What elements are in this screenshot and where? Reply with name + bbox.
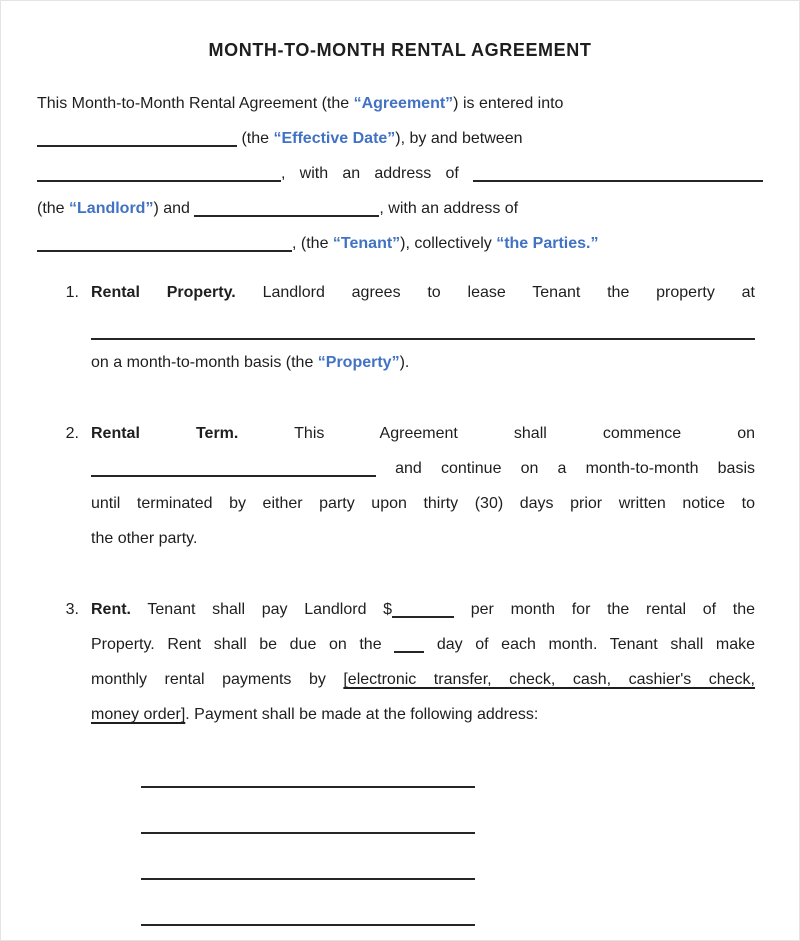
intro-line-5 bbox=[37, 226, 763, 261]
term-agreement: “Agreement” bbox=[353, 95, 454, 112]
body-text: ). bbox=[399, 354, 410, 371]
payment-address-block bbox=[141, 742, 475, 926]
item-body bbox=[91, 592, 755, 926]
blank-property-address bbox=[91, 310, 755, 340]
intro-text: ), collectively bbox=[400, 235, 497, 252]
term-tenant: “Tenant” bbox=[332, 235, 401, 252]
body-text: per month for the rental of the bbox=[454, 601, 755, 618]
intro-text: ) and bbox=[153, 200, 195, 217]
blank-landlord-name bbox=[37, 160, 281, 182]
body-text: Property. Rent shall be due on the bbox=[91, 636, 395, 653]
intro-text: , (the bbox=[292, 235, 333, 252]
intro-text: , with an address of bbox=[379, 200, 519, 217]
payment-address-line-1 bbox=[141, 742, 475, 788]
body-text: . Payment shall be made at the following address: bbox=[185, 706, 539, 723]
term-landlord: “Landlord” bbox=[69, 200, 154, 217]
body-text: monthly rental payments by bbox=[91, 671, 344, 688]
blank-tenant-address bbox=[37, 230, 292, 252]
intro-text: (the bbox=[237, 130, 274, 147]
rental-property-line-3 bbox=[91, 345, 755, 380]
term-the-parties: “the Parties.” bbox=[496, 235, 599, 252]
body-text: until terminated by either party upon thirty (30) days prior written notice to bbox=[91, 495, 755, 512]
body-text: the other party. bbox=[91, 530, 198, 547]
intro-line-1 bbox=[37, 86, 763, 121]
item-number: 2. bbox=[65, 425, 79, 442]
blank-rent-amount bbox=[392, 596, 454, 618]
rent-line-2 bbox=[91, 627, 755, 662]
item-body bbox=[91, 416, 755, 556]
body-text: This Agreement shall commence on bbox=[238, 425, 755, 442]
payment-address-line-4 bbox=[141, 880, 475, 926]
body-text: day of each month. Tenant shall make bbox=[424, 636, 756, 653]
blank-tenant-name bbox=[194, 195, 379, 217]
item-heading: Rent. bbox=[91, 601, 131, 618]
body-text: on a month-to-month basis (the bbox=[91, 354, 318, 371]
term-effective-date: “Effective Date” bbox=[273, 130, 396, 147]
intro-text: (the bbox=[37, 200, 70, 217]
rental-term-line-3 bbox=[91, 486, 755, 521]
rental-term-line-4 bbox=[91, 521, 755, 556]
intro-text: This Month-to-Month Rental Agreement (the bbox=[37, 95, 354, 112]
item-number: 3. bbox=[65, 601, 79, 618]
payment-address-line-3 bbox=[141, 834, 475, 880]
item-heading: Rental Term. bbox=[91, 425, 239, 442]
body-text: and continue on a month-to-month basis bbox=[376, 460, 755, 477]
rental-term-line-1 bbox=[91, 416, 755, 451]
rental-term-line-2 bbox=[91, 451, 755, 486]
rental-property-line-1 bbox=[91, 275, 755, 310]
item-heading: Rental Property. bbox=[91, 284, 236, 301]
payment-methods-text: [electronic transfer, check, cash, cashier's check, bbox=[343, 671, 756, 688]
intro-line-3 bbox=[37, 156, 763, 191]
list-item-rental-term bbox=[37, 416, 763, 556]
blank-commencement-date bbox=[91, 455, 376, 477]
intro-line-4 bbox=[37, 191, 763, 226]
intro-text: ) is entered into bbox=[453, 95, 564, 112]
item-number: 1. bbox=[65, 284, 79, 301]
item-body bbox=[91, 275, 755, 380]
blank-due-day bbox=[394, 631, 424, 653]
body-text: Landlord agrees to lease Tenant the property at bbox=[235, 284, 755, 301]
document-title: MONTH-TO-MONTH RENTAL AGREEMENT bbox=[208, 40, 592, 60]
blank-landlord-address bbox=[473, 160, 763, 182]
blank-effective-date bbox=[37, 125, 237, 147]
rent-line-4 bbox=[91, 697, 755, 732]
body-text: Tenant shall pay Landlord $ bbox=[131, 601, 393, 618]
intro-line-2 bbox=[37, 121, 763, 156]
payment-methods-text: money order] bbox=[91, 706, 186, 723]
payment-address-line-2 bbox=[141, 788, 475, 834]
rent-line-3 bbox=[91, 662, 755, 697]
intro-paragraph bbox=[37, 86, 763, 261]
term-property: “Property” bbox=[317, 354, 400, 371]
intro-text: ), by and between bbox=[395, 130, 523, 147]
intro-text: , with an address of bbox=[281, 165, 473, 182]
list-item-rent bbox=[37, 592, 763, 926]
list-item-rental-property bbox=[37, 275, 763, 380]
rent-line-1 bbox=[91, 592, 755, 627]
